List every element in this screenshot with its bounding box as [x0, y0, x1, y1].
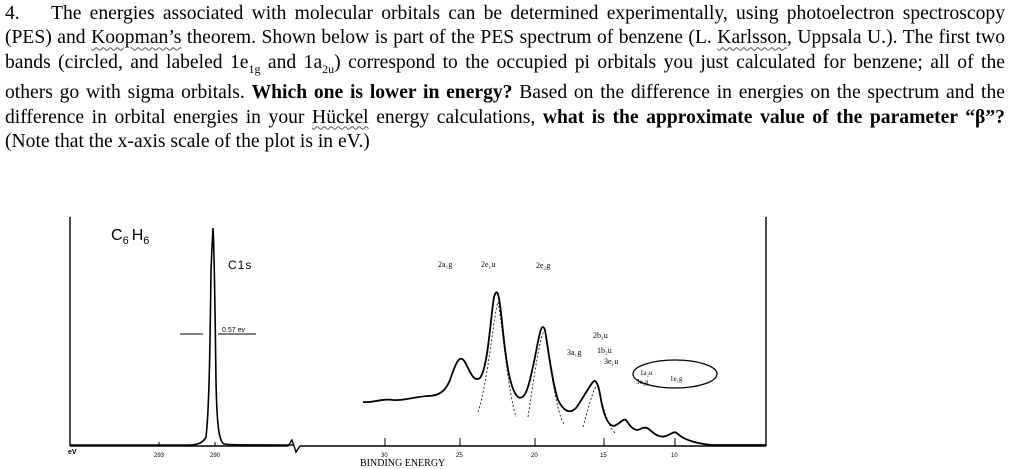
orbital-label-1e1g: $1e_{1g}$: [230, 51, 261, 76]
baseline-axis: [70, 440, 766, 452]
x-axis-label: BINDING ENERGY: [360, 458, 446, 469]
tick-label-293: 293: [154, 453, 165, 459]
pes-spectrum-plot: [48, 212, 788, 469]
question-text-4: ) correspond to the occupied pi orbitals you just calculated for benzene; all of the others go with sigma orbitals.: [5, 51, 1005, 104]
tick-label-290: 290: [210, 453, 221, 459]
question-text: [5, 2, 1005, 154]
tick-label-10: 10: [671, 453, 678, 459]
tick-label-15: 15: [600, 453, 607, 459]
band-label-2e1u: 2e₁u: [481, 260, 496, 269]
peak-width-label: 0.57 ev: [222, 327, 245, 334]
tick-label-25: 25: [456, 453, 463, 459]
question-number: 4.: [5, 3, 20, 24]
question-text-2: theorem. Shown below is part of the PES spectrum of benzene (L.: [181, 27, 718, 49]
question-text-3: , Uppsala U.). The first two bands (circled, and labeled: [5, 27, 1005, 73]
valence-spectrum: [363, 292, 766, 445]
deconvolution-curve-1: [478, 302, 516, 417]
deconvolution-curve-2: [528, 332, 564, 424]
huckel-term: Hückel: [312, 106, 369, 128]
question-bold-1: Which one is lower in energy?: [251, 82, 513, 104]
band-label-3e1u: 3e₁u: [604, 357, 619, 366]
c1s-label: C1s: [228, 258, 253, 272]
band-label-1e1g: 1e₁g: [670, 375, 683, 383]
question-bold-2: what is the approximate value of the parameter “β”?: [542, 106, 1005, 128]
band-label-2a1g: 2a₁g: [438, 260, 453, 269]
orbital-label-1a2u: $1a_{2u}$: [303, 51, 335, 76]
band-label-3a1g: 3a₁g: [567, 348, 582, 357]
band-label-1b2u: 1b₂u: [597, 346, 612, 355]
c1s-peak: [70, 228, 293, 445]
question-text-1: The energies associated with molecular orbitals can be determined experimentally, using photoelectron spectroscopy (PES) and: [5, 3, 1005, 49]
koopman-term: Koopman’s: [91, 27, 182, 49]
karlsson-name: Karlsson: [717, 27, 787, 49]
tick-label-30: 30: [381, 453, 388, 459]
question-and: and: [260, 51, 304, 73]
band-label-2e2g: 2e₂g: [536, 261, 551, 270]
pes-spectrum-figure: [48, 212, 788, 469]
band-label-3e2g: 3e₂g: [636, 378, 649, 386]
question-text-7: (Note that the x-axis scale of the plot is in eV.): [5, 130, 370, 152]
tick-label-20: 20: [531, 453, 538, 459]
molecule-label: $C_6$ $H_6$: [111, 227, 150, 247]
band-label-1a2u: 1a₂u: [640, 369, 653, 377]
ev-label: eV: [68, 449, 77, 456]
question-text-6: energy calculations,: [368, 106, 543, 128]
band-label-2b1u: 2b₁u: [593, 331, 608, 340]
question-text-5: Based on the difference in energies on the spectrum and the difference in orbital energies in your: [5, 82, 1005, 128]
